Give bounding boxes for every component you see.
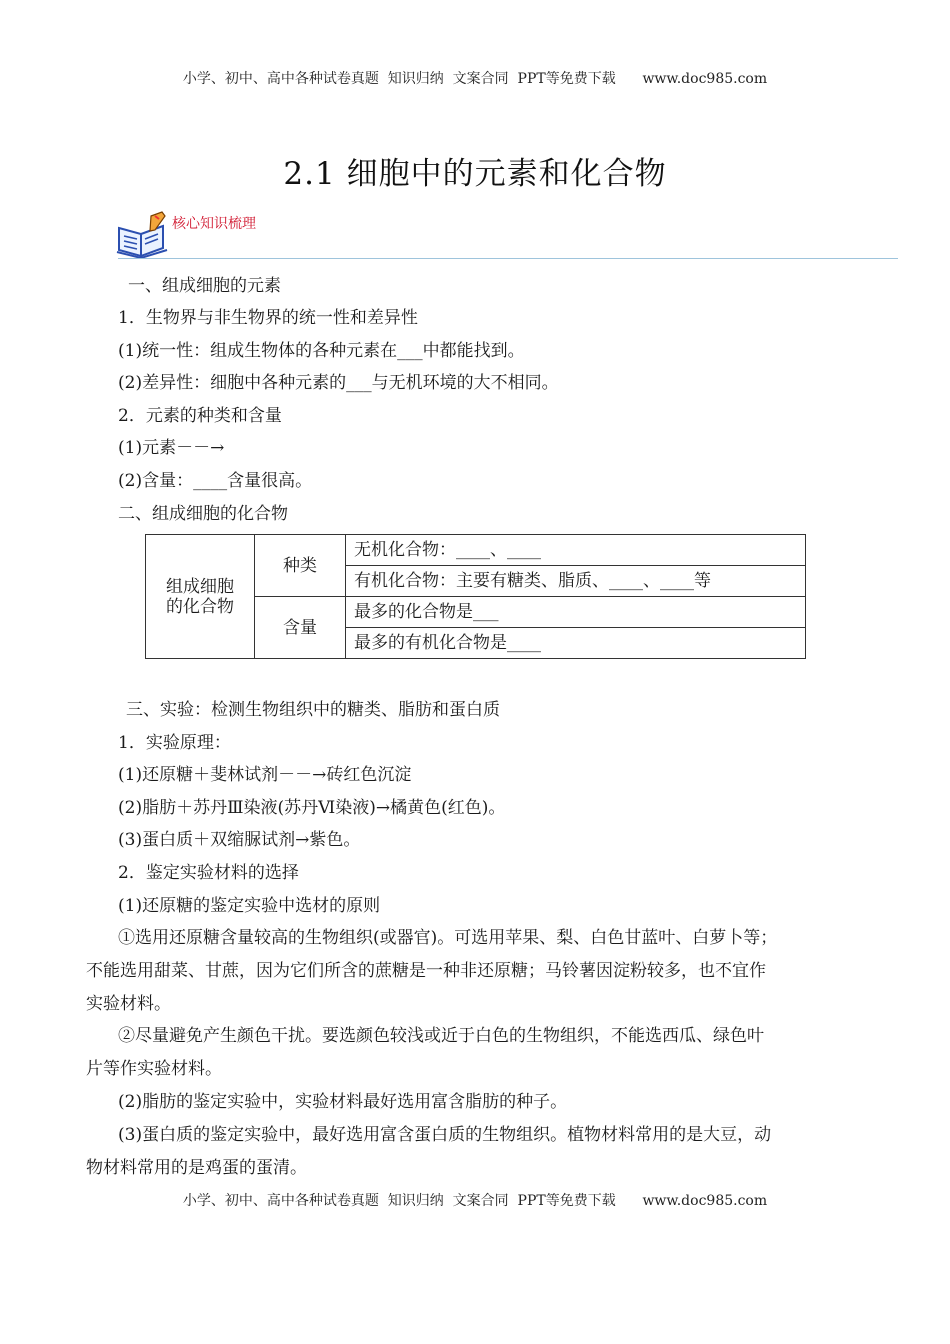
paragraph-line: ②尽量避免产生颜色干扰。要选颜色较浅或近于白色的生物组织，不能选西瓜、绿色叶 [118, 1026, 764, 1046]
table-cell: 最多的有机化合物是____ [346, 628, 806, 659]
text-line: (1)还原糖＋斐林试剂－－→砖红色沉淀 [118, 765, 412, 785]
row-header-line: 组成细胞 [166, 576, 234, 597]
page-footer: 小学、初中、高中各种试卷真题 知识归纳 文案合同 PPT等免费下载 www.doc985.com [182, 1193, 768, 1209]
paragraph [86, 1086, 878, 1119]
paragraph-line: (2)脂肪的鉴定实验中，实验材料最好选用富含脂肪的种子。 [118, 1092, 568, 1112]
section-heading: 二、组成细胞的化合物 [118, 504, 288, 524]
subheading: 1．实验原理： [118, 733, 231, 753]
table-cell: 有机化合物：主要有糖类、脂质、____、____等 [346, 566, 806, 597]
paragraph-line: 物材料常用的是鸡蛋的蛋清。 [86, 1158, 307, 1178]
type-label-cell: 种类 [255, 535, 346, 597]
section-heading: 一、组成细胞的元素 [128, 276, 281, 296]
text-line: (2)含量：____含量很高。 [118, 471, 313, 491]
text-line: (3)蛋白质＋双缩脲试剂→紫色。 [118, 830, 361, 850]
paragraph-line: 片等作实验材料。 [86, 1059, 222, 1079]
page-title: 2.1 细胞中的元素和化合物 [283, 156, 667, 192]
table-cell: 最多的化合物是___ [346, 597, 806, 628]
compound-table [145, 534, 806, 659]
text-line: (1)元素－－→ [118, 438, 225, 458]
table-cell: 无机化合物：____、____ [346, 535, 806, 566]
page-header: 小学、初中、高中各种试卷真题 知识归纳 文案合同 PPT等免费下载 www.doc985.com [182, 71, 768, 87]
text-line: (1)还原糖的鉴定实验中选材的原则 [118, 896, 381, 916]
amount-label-cell: 含量 [255, 597, 346, 659]
paragraph [86, 1119, 878, 1185]
subheading: 1．生物界与非生物界的统一性和差异性 [118, 308, 418, 328]
book-pen-icon [115, 210, 169, 260]
paragraph [86, 922, 878, 1021]
row-header-cell [146, 535, 255, 659]
text-line: (2)脂肪＋苏丹Ⅲ染液(苏丹Ⅵ染液)→橘黄色(红色)。 [118, 798, 506, 818]
text-line: (2)差异性：细胞中各种元素的___与无机环境的大不相同。 [118, 373, 559, 393]
table-row [146, 535, 806, 566]
paragraph-line: ①选用还原糖含量较高的生物组织(或器官)。可选用苹果、梨、白色甘蓝叶、白萝卜等； [118, 928, 778, 948]
paragraph-line: 实验材料。 [86, 994, 171, 1014]
section-banner-label: 核心知识梳理 [172, 216, 256, 232]
row-header-line: 的化合物 [166, 596, 234, 617]
subheading: 2．元素的种类和含量 [118, 406, 282, 426]
paragraph-line: (3)蛋白质的鉴定实验中，最好选用富含蛋白质的生物组织。植物材料常用的是大豆，动 [118, 1125, 772, 1145]
subheading: 2．鉴定实验材料的选择 [118, 863, 299, 883]
text-line: (1)统一性：组成生物体的各种元素在___中都能找到。 [118, 341, 525, 361]
paragraph-line: 不能选用甜菜、甘蔗，因为它们所含的蔗糖是一种非还原糖；马铃薯因淀粉较多，也不宜作 [86, 961, 766, 981]
section-heading: 三、实验：检测生物组织中的糖类、脂肪和蛋白质 [126, 700, 500, 720]
divider [118, 258, 898, 259]
paragraph [86, 1020, 878, 1086]
